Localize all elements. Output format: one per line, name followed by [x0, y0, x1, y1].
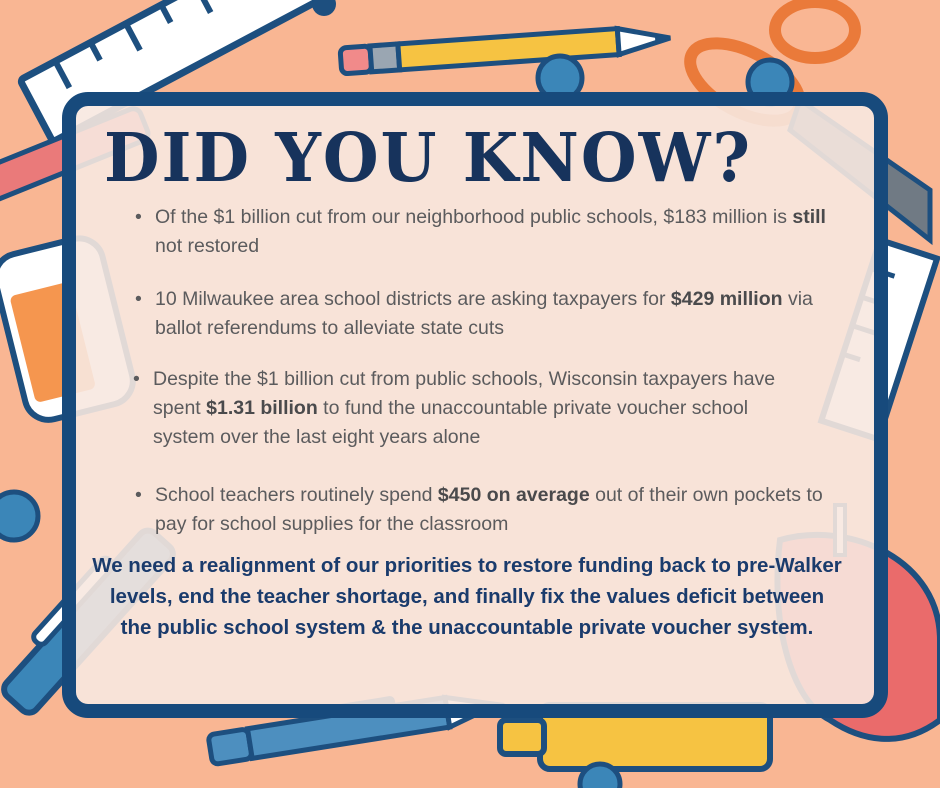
fact-highlight: $429 million: [670, 288, 783, 310]
fact-text: out of their own pockets to pay for school supplies for the classroom: [155, 484, 823, 535]
headline: DID YOU KNOW?: [104, 118, 752, 199]
fact-text: School teachers routinely spend: [155, 484, 438, 506]
fact-text: not restored: [155, 235, 260, 257]
fact-text: via ballot referendums to alleviate state cuts: [155, 288, 813, 339]
bullet-icon: •: [135, 206, 142, 228]
fact-item: [133, 365, 813, 452]
fact-text: Of the $1 billion cut from our neighborhood public schools, $183 million is: [155, 206, 793, 228]
bullet-icon: •: [135, 288, 142, 310]
fact-item: [135, 285, 835, 343]
fact-highlight: $450 on average: [437, 484, 590, 506]
fact-item: [135, 203, 835, 261]
fact-highlight: still: [792, 206, 826, 228]
fact-highlight: $1.31 billion: [206, 397, 318, 419]
fact-text: to fund the unaccountable private voucher school system over the last eight years alone: [153, 397, 749, 448]
closing-statement: We need a realignment of our priorities to restore funding back to pre-Walker levels, end the teacher shortage, and finally fix the values deficit between the public school system & the unaccountable private voucher system.: [92, 554, 842, 639]
fact-item: [135, 481, 835, 539]
bullet-icon: •: [135, 484, 142, 506]
fact-text: Despite the $1 billion cut from public schools, Wisconsin taxpayers have spent: [153, 368, 776, 419]
fact-text: 10 Milwaukee area school districts are asking taxpayers for: [155, 288, 671, 310]
bullet-icon: •: [133, 368, 140, 390]
